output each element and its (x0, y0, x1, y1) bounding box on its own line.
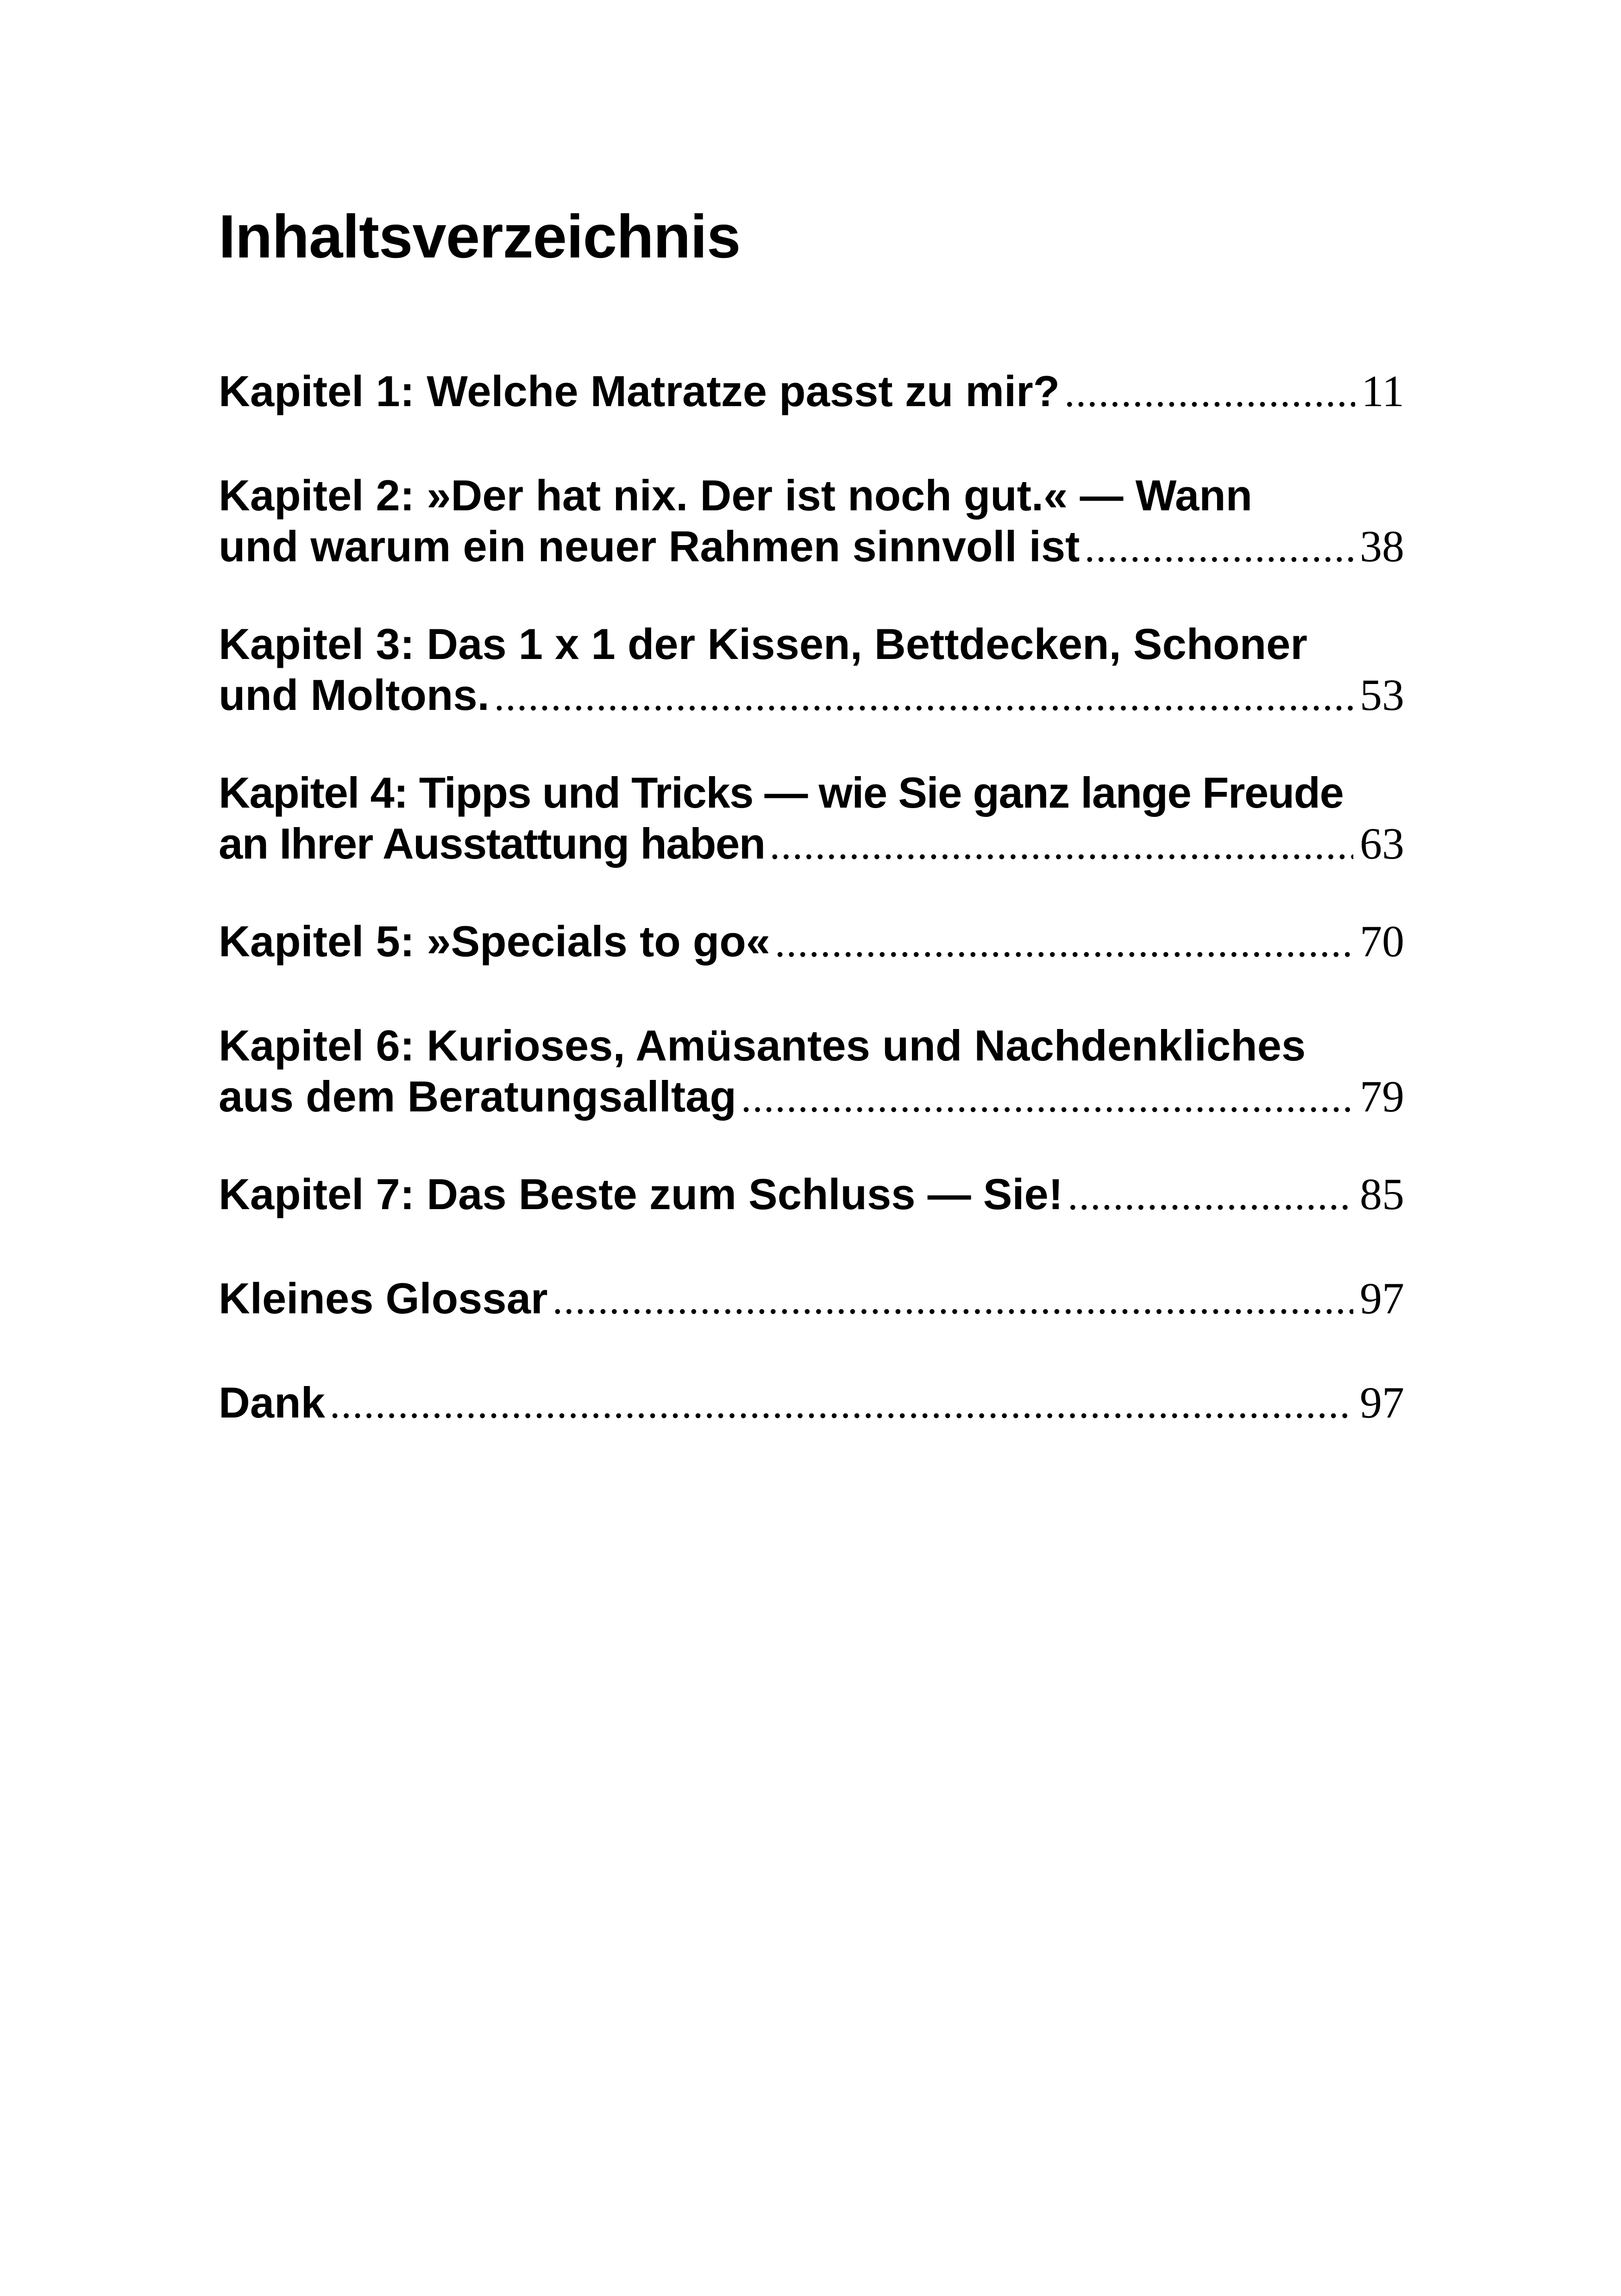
dot-leader (330, 1379, 1353, 1430)
toc-entry-text-first-line: Kapitel 3: Das 1 x 1 der Kissen, Bettdecken, Schoner (219, 620, 1307, 668)
toc-entry-chapter-3[interactable] (219, 619, 1404, 722)
toc-list (219, 366, 1404, 1481)
toc-page-number: 63 (1360, 819, 1404, 868)
toc-entry-text-first-line: Kapitel 2: »Der hat nix. Der ist noch gut.« — Wann (219, 471, 1252, 520)
toc-entry-chapter-2[interactable] (219, 470, 1404, 573)
toc-entry-text-first-line: Kapitel 4: Tipps und Tricks — wie Sie ganz lange Freude (219, 768, 1344, 817)
toc-entry-line (219, 818, 1404, 871)
toc-entry-chapter-5[interactable] (219, 916, 1404, 968)
dot-leader (770, 820, 1353, 871)
toc-entry-line (219, 366, 1404, 418)
toc-entry-text: Kleines Glossar (219, 1274, 548, 1323)
toc-entry-text: Dank (219, 1378, 325, 1427)
toc-page-number: 79 (1360, 1072, 1404, 1121)
toc-entry-thanks[interactable] (219, 1377, 1404, 1430)
toc-entry-text: an Ihrer Ausstattung haben (219, 819, 765, 868)
toc-entry-text: Kapitel 1: Welche Matratze passt zu mir? (219, 367, 1060, 415)
toc-entry-text: Kapitel 7: Das Beste zum Schluss — Sie! (219, 1170, 1063, 1218)
toc-page-number: 97 (1360, 1273, 1404, 1323)
toc-entry-chapter-4[interactable] (219, 767, 1404, 871)
toc-entry-line (219, 1377, 1404, 1430)
toc-entry-text-first-line: Kapitel 6: Kurioses, Amüsantes und Nachdenkliches (219, 1021, 1306, 1070)
toc-page-number: 85 (1360, 1169, 1404, 1219)
toc-entry-text: Kapitel 5: »Specials to go« (219, 917, 771, 966)
toc-page-number: 97 (1360, 1378, 1404, 1427)
toc-entry-line (219, 1071, 1404, 1123)
toc-entry-text: aus dem Beratungsalltag (219, 1072, 736, 1121)
toc-entry-chapter-7[interactable] (219, 1169, 1404, 1221)
dot-leader (1064, 367, 1355, 418)
toc-page-number: 38 (1360, 521, 1404, 571)
toc-page-number: 53 (1360, 670, 1404, 720)
dot-leader (1084, 522, 1353, 573)
toc-entry-chapter-1[interactable] (219, 366, 1404, 418)
toc-page-number: 70 (1360, 916, 1404, 966)
toc-entry-text: und Moltons. (219, 671, 490, 719)
toc-entry-line (219, 916, 1404, 968)
dot-leader (775, 917, 1353, 968)
toc-entry-chapter-6[interactable] (219, 1020, 1404, 1123)
toc-page-number: 11 (1361, 366, 1404, 416)
toc-entry-glossary[interactable] (219, 1273, 1404, 1325)
toc-entry-line (219, 670, 1404, 722)
toc-entry-line (219, 1169, 1404, 1221)
dot-leader (741, 1073, 1353, 1123)
toc-entry-line (219, 1273, 1404, 1325)
dot-leader (494, 671, 1353, 722)
toc-title: Inhaltsverzeichnis (219, 202, 741, 270)
dot-leader (553, 1274, 1353, 1325)
toc-entry-line (219, 521, 1404, 573)
toc-entry-text: und warum ein neuer Rahmen sinnvoll ist (219, 522, 1080, 571)
dot-leader (1068, 1170, 1353, 1221)
